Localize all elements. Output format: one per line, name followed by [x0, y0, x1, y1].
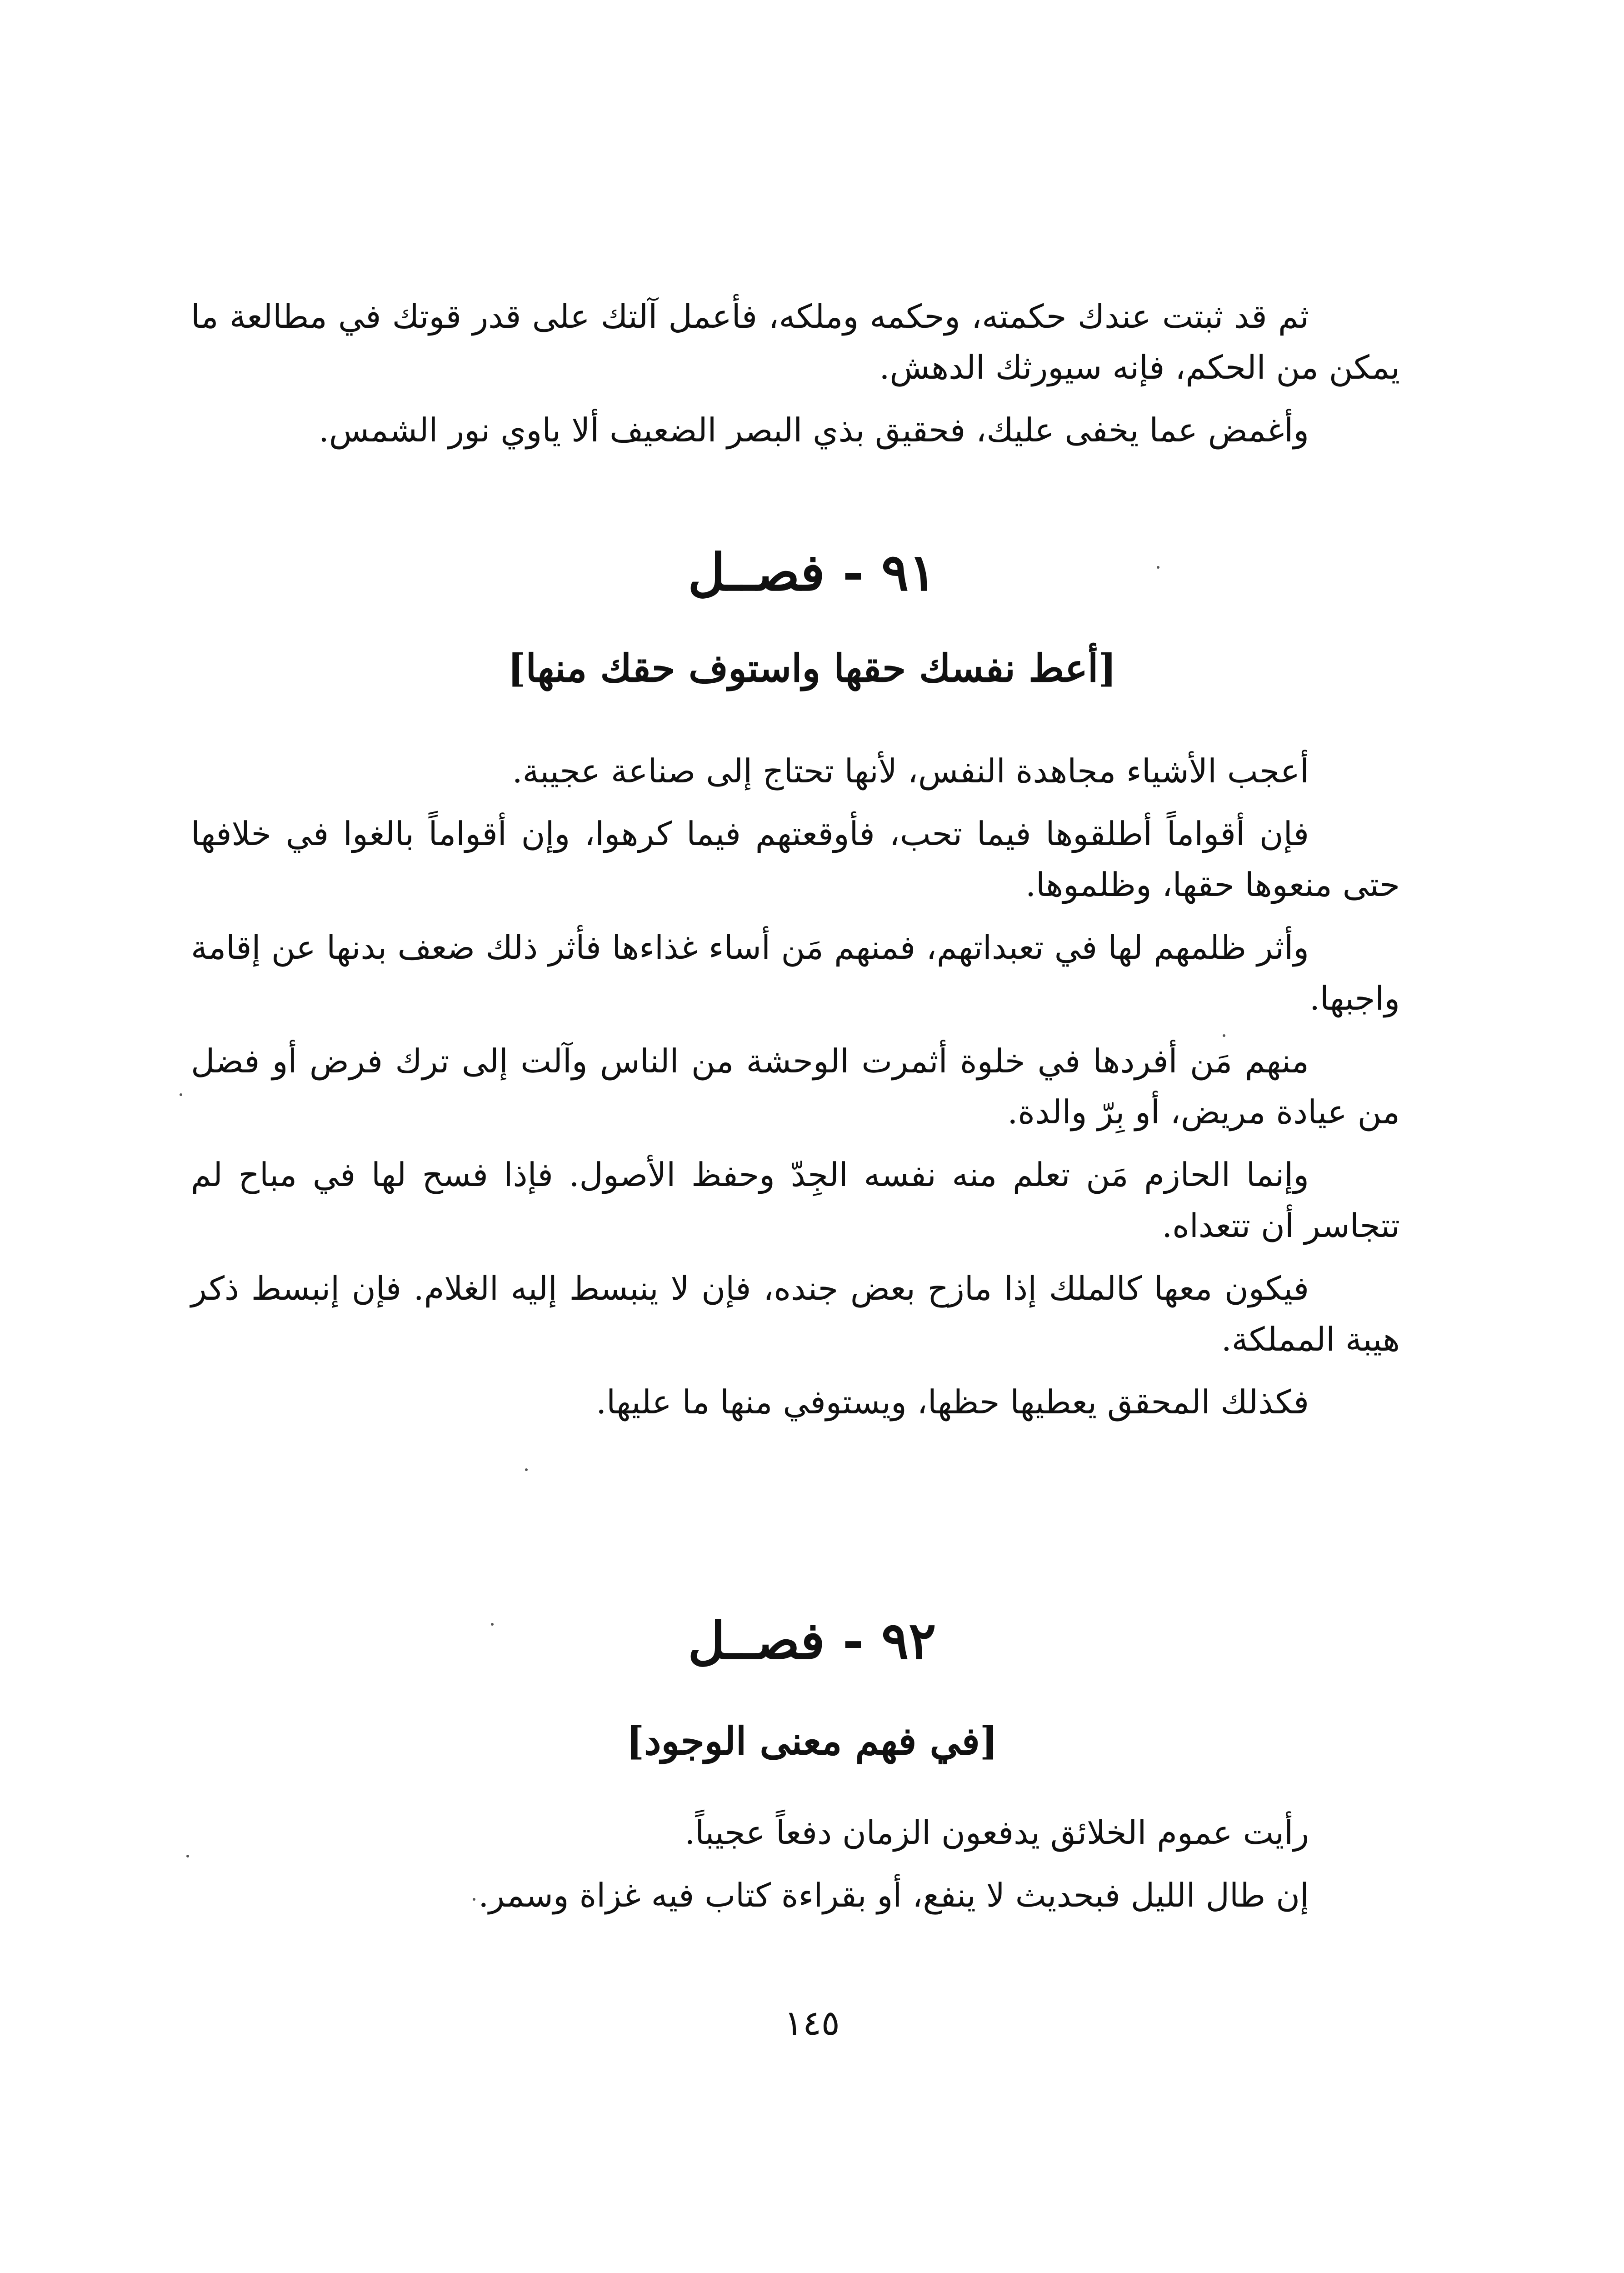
paragraph: وأغمض عما يخفى عليك، فحقيق بذي البصر الضعيف ألا ياوي نور الشمس. [318, 411, 1309, 449]
paragraph: فإن أقواماً أطلقوها فيما تحب، فأوقعتهم فيما كرهوا، وإن أقواماً بالغوا في خلافها حتى منعوها حقها، وظلموها. [191, 815, 1400, 904]
section-91-body [191, 746, 1400, 1427]
paragraph: رأيت عموم الخلائق يدفعون الزمان دفعاً عجيباً. [685, 1813, 1309, 1852]
section-number-91: ٩١ - فصــل [688, 543, 936, 602]
scan-speck [473, 1898, 475, 1901]
scan-speck [180, 1093, 182, 1096]
paragraph: فيكون معها كالملك إذا مازح بعض جنده، فإن لا ينبسط إليه الغلام. فإن إنبسط ذكر هيبة المملكة. [191, 1269, 1400, 1358]
paragraph: وأثر ظلمهم لها في تعبداتهم، فمنهم مَن أساء غذاءها فأثر ذلك ضعف بدنها عن إقامة واجبها. [191, 928, 1400, 1017]
section-title-92: [في فهم معنى الوجود] [626, 1718, 998, 1763]
section-92-body [191, 1807, 1400, 1921]
paragraph: وإنما الحازم مَن تعلم منه نفسه الجِدّ وحفظ الأصول. فإذا فسح لها في مباح لم تتجاسر أن تتعداه. [191, 1156, 1400, 1245]
paragraph: فكذلك المحقق يعطيها حظها، ويستوفي منها ما عليها. [596, 1383, 1309, 1421]
scan-speck [491, 1623, 494, 1626]
scan-speck [186, 1855, 189, 1857]
paragraph: أعجب الأشياء مجاهدة النفس، لأنها تحتاج إلى صناعة عجيبة. [512, 752, 1309, 790]
page-number: ١٤٥ [784, 2003, 840, 2043]
top-text-block [191, 291, 1400, 456]
section-title-91: [أعط نفسك حقها واستوف حقك منها] [507, 646, 1117, 691]
scan-speck [525, 1468, 528, 1471]
paragraph: ثم قد ثبتت عندك حكمته، وحكمه وملكه، فأعمل آلتك على قدر قوتك في مطالعة ما يمكن من الحكم، فإنه سيورثك الدهش. [191, 297, 1400, 386]
paragraph: إن طال الليل فبحديث لا ينفع، أو بقراءة كتاب فيه غزاة وسمر. [478, 1876, 1309, 1914]
scan-speck [1223, 1034, 1225, 1037]
scan-speck [1157, 566, 1159, 569]
section-number-92: ٩٢ - فصــل [688, 1611, 936, 1671]
paragraph: منهم مَن أفردها في خلوة أثمرت الوحشة من الناس وآلت إلى ترك فرض أو فضل من عيادة مريض، أو بِرّ والدة. [191, 1042, 1400, 1131]
